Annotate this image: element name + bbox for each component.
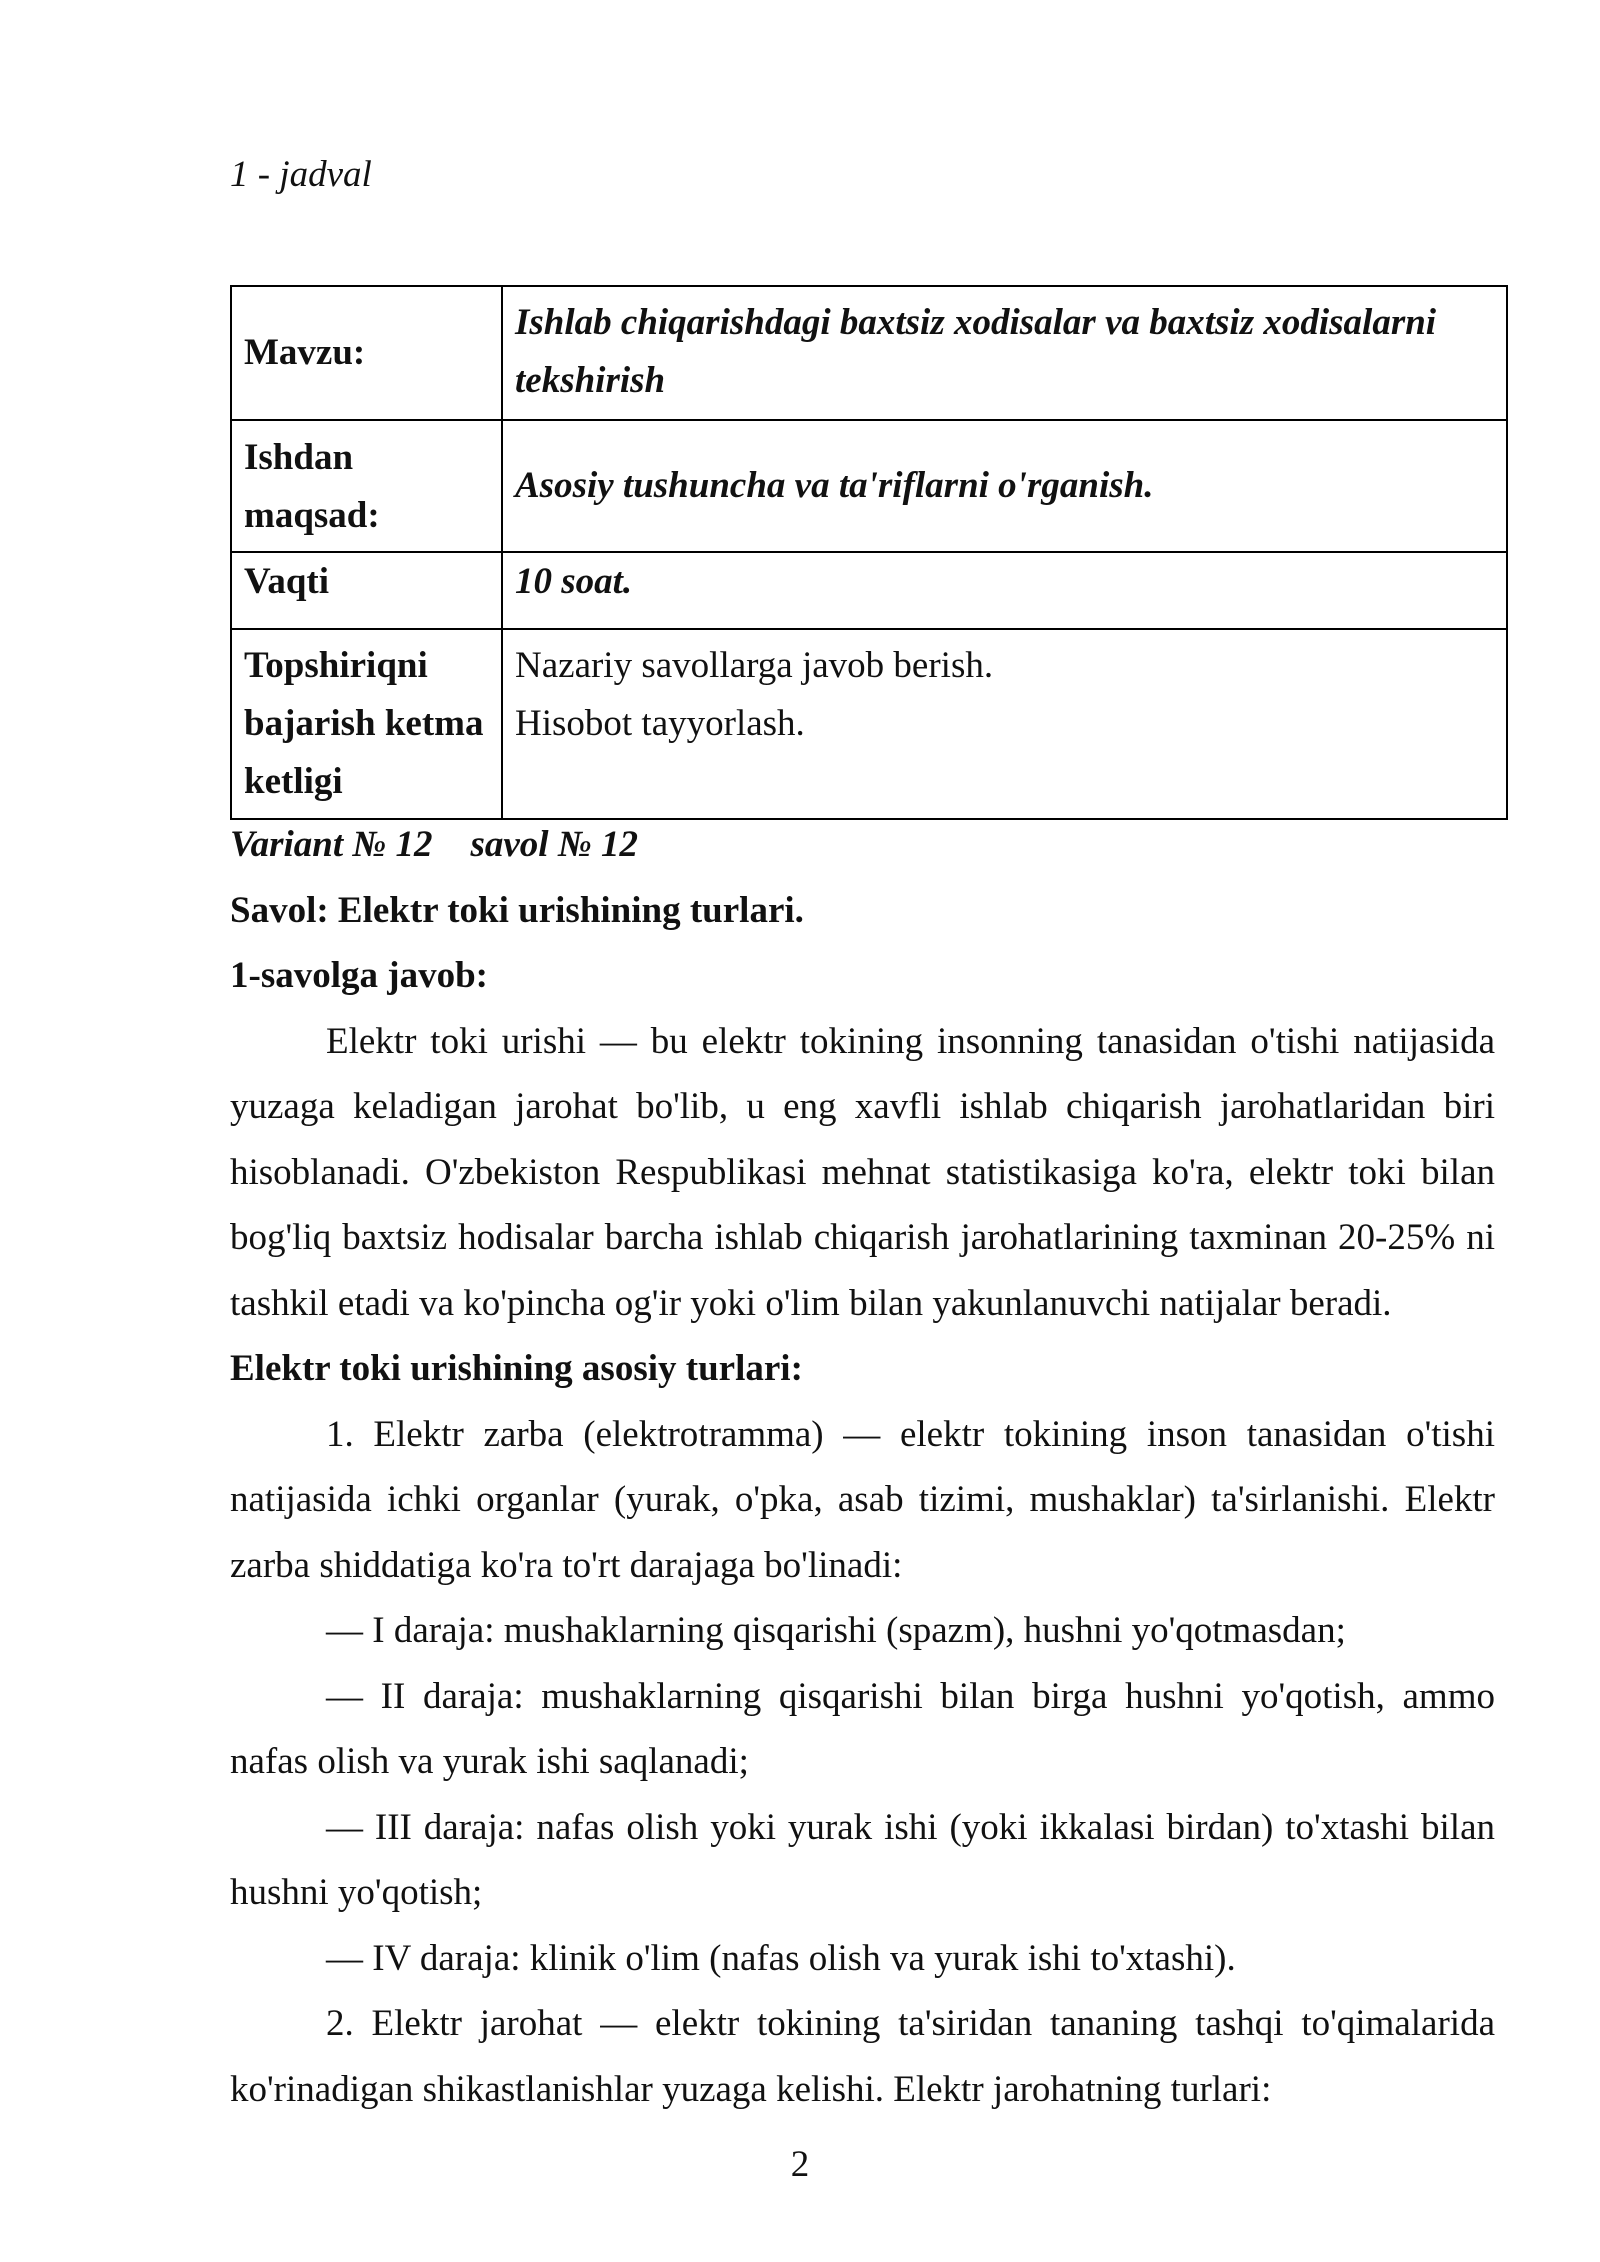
topic-label: Mavzu:	[231, 286, 502, 420]
degree-item-4: — IV daraja: klinik o'lim (nafas olish va yurak ishi to'xtashi).	[326, 1937, 1236, 1979]
page-number: 2	[790, 2144, 810, 2185]
types-heading: Elektr toki urishining asosiy turlari:	[230, 1348, 803, 1389]
order-step-1: Nazariy savollarga javob berish.	[515, 645, 994, 686]
table-row-order	[231, 629, 1507, 819]
topic-value: Ishlab chiqarishdagi baxtsiz xodisalar va baxtsiz xodisalarni tekshirish	[502, 286, 1507, 420]
assignment-info-table	[230, 285, 1508, 820]
table-caption: 1 - jadval	[230, 154, 372, 195]
degree-item-1: — I daraja: mushaklarning qisqarishi (spazm), hushni yo'qotmasdan;	[326, 1610, 1346, 1651]
time-label: Vaqti	[231, 552, 502, 629]
goal-label: Ishdan maqsad:	[231, 420, 502, 552]
degree-item-3: — III daraja: nafas olish yoki yurak ishi (yoki ikkalasi birdan) to'xtashi bilan hushni yo'qotish;	[230, 1806, 1495, 1913]
answer-heading: 1-savolga javob:	[230, 955, 488, 996]
order-step-2: Hisobot tayyorlash.	[515, 703, 805, 744]
order-label: Topshiriqni bajarish ketma ketligi	[231, 629, 502, 819]
table-row-time	[231, 552, 1507, 629]
degree-item-2: — II daraja: mushaklarning qisqarishi bilan birga hushni yo'qotish, ammo nafas olish va yurak ishi saqlanadi;	[230, 1675, 1495, 1782]
intro-paragraph: Elektr toki urishi — bu elektr tokining insonning tanasidan o'tishi natijasida yuzaga keladigan jarohat bo'lib, u eng xavfli ishlab chiqarish jarohatlaridan biri hisoblanadi. O'zbekiston Respublikasi mehnat statistikasiga ko'ra, elektr toki bilan bog'liq baxtsiz hodisalar barcha ishlab chiqarish jarohatlarining taxminan 20-25% ni tashkil etadi va ko'pincha og'ir yoki o'lim bilan yakunlanuvchi natijalar beradi.	[230, 1020, 1495, 1324]
order-value	[502, 629, 1507, 819]
document-body	[230, 812, 1495, 2122]
list-item-electric-shock: 1. Elektr zarba (elektrotramma) — elektr tokining inson tanasidan o'tishi natijasida ichki organlar (yurak, o'pka, asab tizimi, mushaklar) ta'sirlanishi. Elektr zarba shiddatiga ko'ra to'rt darajaga bo'linadi:	[230, 1413, 1495, 1586]
table-row-topic	[231, 286, 1507, 420]
table-row-goal	[231, 420, 1507, 552]
goal-value: Asosiy tushuncha va ta'riflarni o'rganish.	[502, 420, 1507, 552]
question-number: savol № 12	[470, 824, 638, 865]
list-item-electric-injury: 2. Elektr jarohat — elektr tokining ta'siridan tananing tashqi to'qimalarida ko'rinadigan shikastlanishlar yuzaga kelishi. Elektr jarohatning turlari:	[230, 2003, 1495, 2110]
time-value: 10 soat.	[502, 552, 1507, 629]
variant-number: Variant № 12	[230, 824, 433, 865]
variant-line	[230, 812, 1495, 878]
question-heading: Savol: Elektr toki urishining turlari.	[230, 889, 804, 931]
